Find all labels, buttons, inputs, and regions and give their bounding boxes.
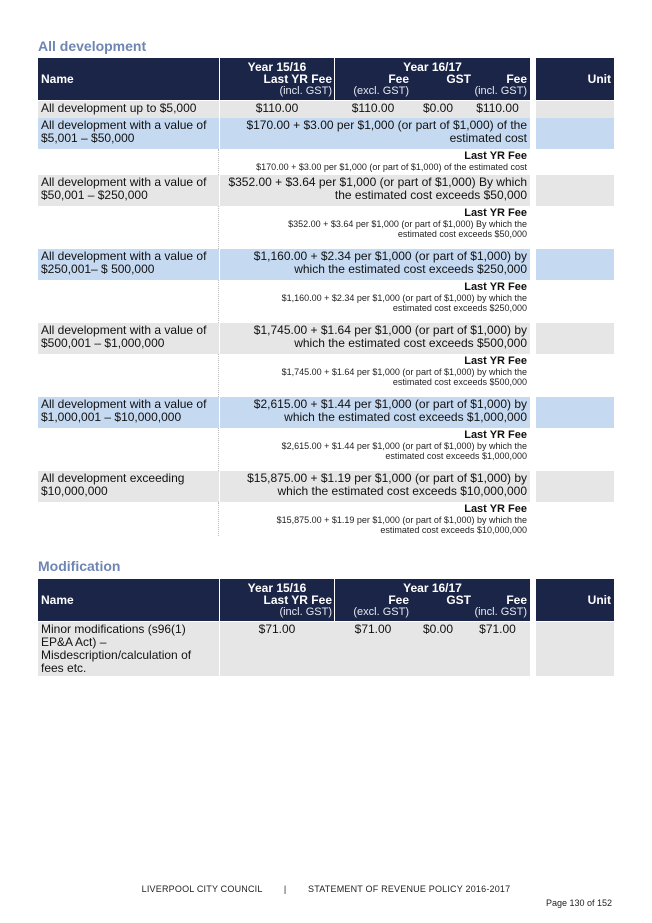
last-fee-text: $2,615.00 + $1.44 per $1,000 (or part of $1,000) by which the estimated cost exceeds $1,000,000 — [281, 441, 527, 461]
row-fee-incl: $110.00 — [476, 101, 519, 115]
table-row — [38, 397, 614, 428]
table-row — [38, 622, 614, 676]
row-description: $170.00 + $3.00 per $1,000 (or part of $1,000) of the estimated cost — [220, 118, 530, 149]
header-unit: Unit — [587, 593, 611, 607]
header-fee-note: (excl. GST) — [353, 606, 409, 618]
modification-table — [38, 579, 614, 676]
table-row-last-fee — [38, 206, 614, 249]
header-gst: GST — [446, 593, 471, 607]
last-fee-label: Last YR Fee — [464, 150, 527, 162]
header-fee-incl: Fee — [506, 593, 527, 607]
last-fee-label: Last YR Fee — [464, 355, 527, 367]
row-fee-incl: $71.00 — [479, 622, 516, 636]
row-gst: $0.00 — [422, 101, 454, 115]
footer-document: STATEMENT OF REVENUE POLICY 2016-2017 — [308, 884, 511, 894]
row-unit — [536, 471, 614, 502]
row-unit — [536, 428, 614, 471]
last-fee-label: Last YR Fee — [464, 429, 527, 441]
row-name: All development exceeding $10,000,000 — [38, 471, 219, 502]
header-year1: Year 15/16 — [247, 581, 307, 595]
header-fee-incl-note: (incl. GST) — [474, 85, 527, 97]
footer-separator: | — [283, 884, 287, 894]
header-year1: Year 15/16 — [247, 60, 307, 74]
header-last-fee: Last YR Fee — [263, 593, 332, 607]
header-last-fee-note: (incl. GST) — [279, 85, 332, 97]
header-gst: GST — [446, 72, 471, 86]
header-last-fee: Last YR Fee — [263, 72, 332, 86]
header-fee-incl: Fee — [506, 72, 527, 86]
row-description: $2,615.00 + $1.44 per $1,000 (or part of $1,000) by which the estimated cost exceeds $1,000,000 — [220, 397, 530, 428]
table-row-last-fee — [38, 428, 614, 471]
table-row-last-fee — [38, 280, 614, 323]
row-unit — [536, 118, 614, 149]
section-title-all-development: All development — [38, 38, 147, 54]
header-name: Name — [41, 72, 74, 86]
row-unit — [536, 249, 614, 280]
row-description: $352.00 + $3.64 per $1,000 (or part of $1,000) By which the estimated cost exceeds $50,000 — [220, 175, 530, 206]
header-fee: Fee — [388, 72, 409, 86]
header-year2: Year 16/17 — [403, 60, 462, 74]
header-year2: Year 16/17 — [403, 581, 462, 595]
table-row-last-fee — [38, 502, 614, 536]
row-unit — [536, 502, 614, 536]
row-unit — [536, 323, 614, 354]
row-name: All development with a value of $250,001– $ 500,000 — [38, 249, 219, 280]
row-unit — [536, 206, 614, 249]
last-fee-text: $1,745.00 + $1.64 per $1,000 (or part of $1,000) by which the estimated cost exceeds $500,000 — [281, 367, 527, 387]
row-unit — [536, 101, 614, 118]
last-fee-text: $1,160.00 + $2.34 per $1,000 (or part of $1,000) by which the estimated cost exceeds $250,000 — [281, 293, 527, 313]
section-title-modification: Modification — [38, 558, 121, 574]
row-last-fee: $110.00 — [255, 101, 299, 115]
header-fee-incl-note: (incl. GST) — [474, 606, 527, 618]
row-unit — [536, 397, 614, 428]
header-last-fee-note: (incl. GST) — [279, 606, 332, 618]
row-description: $1,745.00 + $1.64 per $1,000 (or part of $1,000) by which the estimated cost exceeds $500,000 — [220, 323, 530, 354]
last-fee-text: $352.00 + $3.64 per $1,000 (or part of $1,000) By which the estimated cost exceeds $50,000 — [288, 219, 527, 239]
all-development-table — [38, 58, 614, 536]
row-name: All development with a value of $5,001 – $50,000 — [38, 118, 219, 149]
header-fee-note: (excl. GST) — [353, 85, 409, 97]
page-number: Page 130 of 152 — [545, 898, 612, 908]
row-gst: $0.00 — [422, 622, 454, 636]
row-name: All development with a value of $500,001 – $1,000,000 — [38, 323, 219, 354]
last-fee-label: Last YR Fee — [464, 281, 527, 293]
table-row — [38, 118, 614, 149]
row-fee: $110.00 — [351, 101, 395, 115]
row-name: All development up to $5,000 — [38, 101, 219, 118]
header-fee: Fee — [388, 593, 409, 607]
table-row-last-fee — [38, 149, 614, 175]
row-description: $1,160.00 + $2.34 per $1,000 (or part of $1,000) by which the estimated cost exceeds $250,000 — [220, 249, 530, 280]
table-row — [38, 249, 614, 280]
row-unit — [536, 354, 614, 397]
row-unit — [536, 175, 614, 206]
table-row — [38, 323, 614, 354]
table-row-last-fee — [38, 354, 614, 397]
footer-council: LIVERPOOL CITY COUNCIL — [141, 884, 263, 894]
last-fee-label: Last YR Fee — [464, 207, 527, 219]
row-name: All development with a value of $50,001 – $250,000 — [38, 175, 219, 206]
header-name: Name — [41, 593, 74, 607]
row-unit — [536, 622, 614, 676]
table-row — [38, 471, 614, 502]
table-row — [38, 101, 614, 118]
table-header — [38, 579, 614, 621]
table-row — [38, 175, 614, 206]
row-last-fee: $71.00 — [258, 622, 296, 636]
row-unit — [536, 280, 614, 323]
last-fee-text: $170.00 + $3.00 per $1,000 (or part of $1,000) of the estimated cost — [256, 162, 527, 172]
page-footer — [0, 884, 652, 894]
row-unit — [536, 149, 614, 175]
row-name: All development with a value of $1,000,001 – $10,000,000 — [38, 397, 219, 428]
row-fee: $71.00 — [354, 622, 392, 636]
last-fee-text: $15,875.00 + $1.19 per $1,000 (or part of $1,000) by which the estimated cost exceeds $10,000,000 — [276, 515, 527, 535]
row-name: Minor modifications (s96(1) EP&A Act) – Misdescription/calculation of fees etc. — [38, 622, 219, 676]
row-description: $15,875.00 + $1.19 per $1,000 (or part of $1,000) by which the estimated cost exceeds $10,000,000 — [220, 471, 530, 502]
table-header — [38, 58, 614, 100]
header-unit: Unit — [587, 72, 611, 86]
last-fee-label: Last YR Fee — [464, 503, 527, 515]
